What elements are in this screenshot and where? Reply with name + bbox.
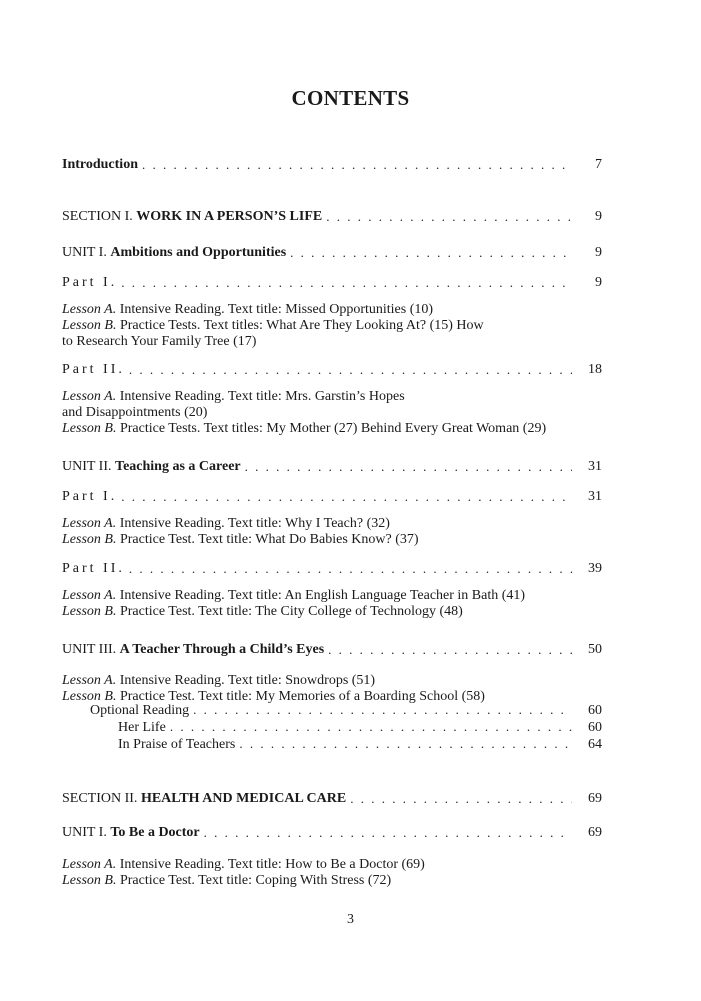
toc-entry-part[interactable] [62,559,602,579]
entry-label: Part I. [62,489,118,504]
page-title: CONTENTS [291,86,410,110]
dot-leader [350,789,572,809]
lesson-tag: Lesson B. [62,873,117,888]
entry-label: Part II. [62,362,125,377]
page-ref: 60 [588,720,602,735]
entry-prefix: SECTION I. [62,209,133,224]
page-ref: 60 [588,703,602,718]
page-ref: 31 [588,459,602,474]
entry-prefix: UNIT II. [62,459,112,474]
entry-label [62,207,322,227]
toc-entry-unit-1[interactable] [62,243,602,263]
page-ref: 18 [588,362,602,377]
lesson-block [62,302,582,350]
toc-entry-introduction[interactable] [62,155,602,175]
entry-label [62,640,324,660]
entry-title: Ambitions and Opportunities [110,245,287,260]
lesson-tag: Lesson B. [62,689,117,704]
lesson-block [62,389,582,437]
page-ref: 9 [595,245,602,260]
lesson-text: Practice Test. Text title: The City College of Technology (48) [119,604,463,619]
lesson-tag: Lesson A. [62,516,117,531]
entry-label: Optional Reading [90,703,190,718]
lesson-tag: Lesson B. [62,318,117,333]
entry-label: Her Life [118,720,166,735]
page-ref: 69 [588,825,602,840]
page-ref: 31 [588,489,602,504]
dot-leader [121,273,572,293]
page-ref: 9 [595,275,602,290]
dot-leader [326,207,572,227]
page-ref: 39 [588,561,602,576]
toc-entry-section-1[interactable] [62,207,602,227]
page-ref: 69 [588,791,602,806]
lesson-tag: Lesson A. [62,389,117,404]
lesson-text: Intensive Reading. Text title: Missed Opportunities (10) [119,302,434,317]
lesson-tag: Lesson A. [62,673,117,688]
entry-label: In Praise of Teachers [118,737,236,752]
entry-label [62,823,200,843]
lesson-block [62,857,582,889]
dot-leader [121,487,572,507]
lesson-text: Practice Test. Text title: What Do Babies Know? (37) [119,532,419,547]
entry-prefix: UNIT I. [62,825,107,840]
dot-leader [245,457,572,477]
lesson-text: Practice Tests. Text titles: What Are They Looking At? (15) How [119,318,484,333]
toc-entry-unit-2[interactable] [62,457,602,477]
lesson-tag: Lesson A. [62,302,117,317]
page-ref: 9 [595,209,602,224]
entry-label [62,243,286,263]
toc-entry-section-2[interactable] [62,789,602,809]
lesson-tag: Lesson B. [62,604,117,619]
lesson-tag: Lesson B. [62,421,117,436]
dot-leader [129,559,572,579]
entry-label: Part I. [62,275,118,290]
entry-prefix: SECTION II. [62,791,138,806]
page-ref: 7 [595,157,602,172]
lesson-text: and Disappointments (20) [62,405,208,420]
entry-title: HEALTH AND MEDICAL CARE [140,791,347,806]
toc-entry-part[interactable] [62,273,602,293]
dot-leader [129,360,572,380]
lesson-text: Intensive Reading. Text title: How to Be a Doctor (69) [119,857,425,872]
dot-leader [204,823,572,843]
dot-leader [239,734,572,754]
page-ref: 64 [588,737,602,752]
page-ref: 50 [588,642,602,657]
toc-entry-part[interactable] [62,487,602,507]
entry-label [62,789,346,809]
lesson-text: Intensive Reading. Text title: An English Language Teacher in Bath (41) [119,588,526,603]
lesson-text: Intensive Reading. Text title: Mrs. Garstin’s Hopes [119,389,405,404]
toc-entry-unit-3[interactable] [62,640,602,660]
entry-prefix: UNIT III. [62,642,117,657]
entry-label: Part II. [62,561,125,576]
page-number: 3 [347,912,354,927]
entry-title: Teaching as a Career [115,459,241,474]
entry-label [62,457,241,477]
lesson-block [62,516,582,548]
entry-title: WORK IN A PERSON’S LIFE [136,209,323,224]
lesson-tag: Lesson A. [62,588,117,603]
lesson-text: Intensive Reading. Text title: Snowdrops (51) [119,673,376,688]
lesson-text: Intensive Reading. Text title: Why I Teach? (32) [119,516,390,531]
entry-title: To Be a Doctor [110,825,200,840]
entry-label: Introduction [62,157,138,172]
lesson-tag: Lesson B. [62,532,117,547]
lesson-text: Practice Tests. Text titles: My Mother (27) Behind Every Great Woman (29) [119,421,547,436]
lesson-tag: Lesson A. [62,857,117,872]
dot-leader [142,155,572,175]
entry-title: A Teacher Through a Child’s Eyes [119,642,325,657]
toc-entry-part[interactable] [62,360,602,380]
entry-prefix: UNIT I. [62,245,107,260]
lesson-block [62,588,582,620]
toc-entry-in-praise-of-teachers[interactable] [118,736,602,754]
lesson-text: Practice Test. Text title: Coping With Stress (72) [119,873,392,888]
lesson-text: Practice Test. Text title: My Memories of a Boarding School (58) [119,689,485,704]
dot-leader [290,243,572,263]
lesson-text: to Research Your Family Tree (17) [62,334,257,349]
dot-leader [328,640,572,660]
toc-entry-unit-1-health[interactable] [62,823,602,843]
